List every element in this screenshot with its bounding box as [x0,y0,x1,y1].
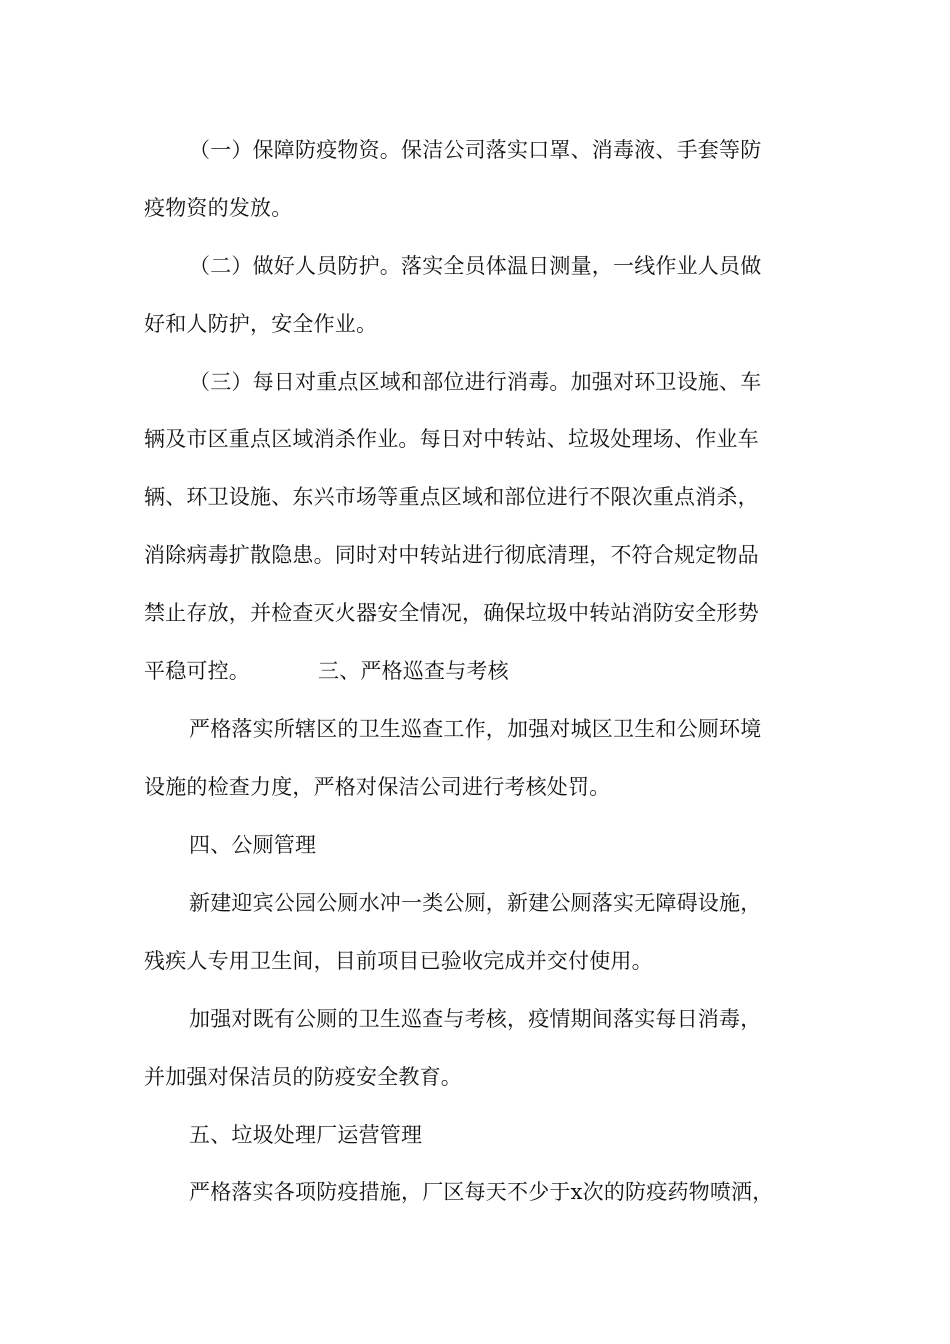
paragraph-line: 消除病毒扩散隐患。同时对中转站进行彻底清理，不符合规定物品 [144,543,759,567]
paragraph-line: （一）保障防疫物资。保洁公司落实口罩、消毒液、手套等防 [189,138,762,162]
paragraph-line: 设施的检查力度，严格对保洁公司进行考核处罚。 [144,775,611,799]
section-heading: 四、公厕管理 [189,833,317,857]
paragraph-line: 好和人防护，安全作业。 [144,312,378,336]
paragraph-line: （三）每日对重点区域和部位进行消毒。加强对环卫设施、车 [189,370,762,394]
paragraph-line: 加强对既有公厕的卫生巡查与考核，疫情期间落实每日消毒， [189,1007,762,1031]
paragraph-line: 严格落实各项防疫措施，厂区每天不少于x次的防疫药物喷洒， [189,1180,774,1204]
paragraph-line: 辆及市区重点区域消杀作业。每日对中转站、垃圾处理场、作业车 [144,427,759,451]
paragraph-line [144,656,824,686]
paragraph-line: 严格落实所辖区的卫生巡查工作，加强对城区卫生和公厕环境 [189,717,762,741]
paragraph-line: 禁止存放，并检查灭火器安全情况，确保垃圾中转站消防安全形势 [144,601,759,625]
paragraph-line: 残疾人专用卫生间，目前项目已验收完成并交付使用。 [144,949,653,973]
paragraph-line: 疫物资的发放。 [144,196,293,220]
paragraph-line: 辆、环卫设施、东兴市场等重点区域和部位进行不限次重点消杀， [144,485,759,509]
section-heading: 五、垃圾处理厂运营管理 [189,1123,423,1147]
paragraph-line: 新建迎宾公园公厕水冲一类公厕，新建公厕落实无障碍设施， [189,891,762,915]
section-heading: 三、严格巡查与考核 [318,659,509,683]
paragraph-line: （二）做好人员防护。落实全员体温日测量，一线作业人员做 [189,254,762,278]
paragraph-end: 平稳可控。 [144,659,250,683]
paragraph-line: 并加强对保洁员的防疫安全教育。 [144,1065,462,1089]
